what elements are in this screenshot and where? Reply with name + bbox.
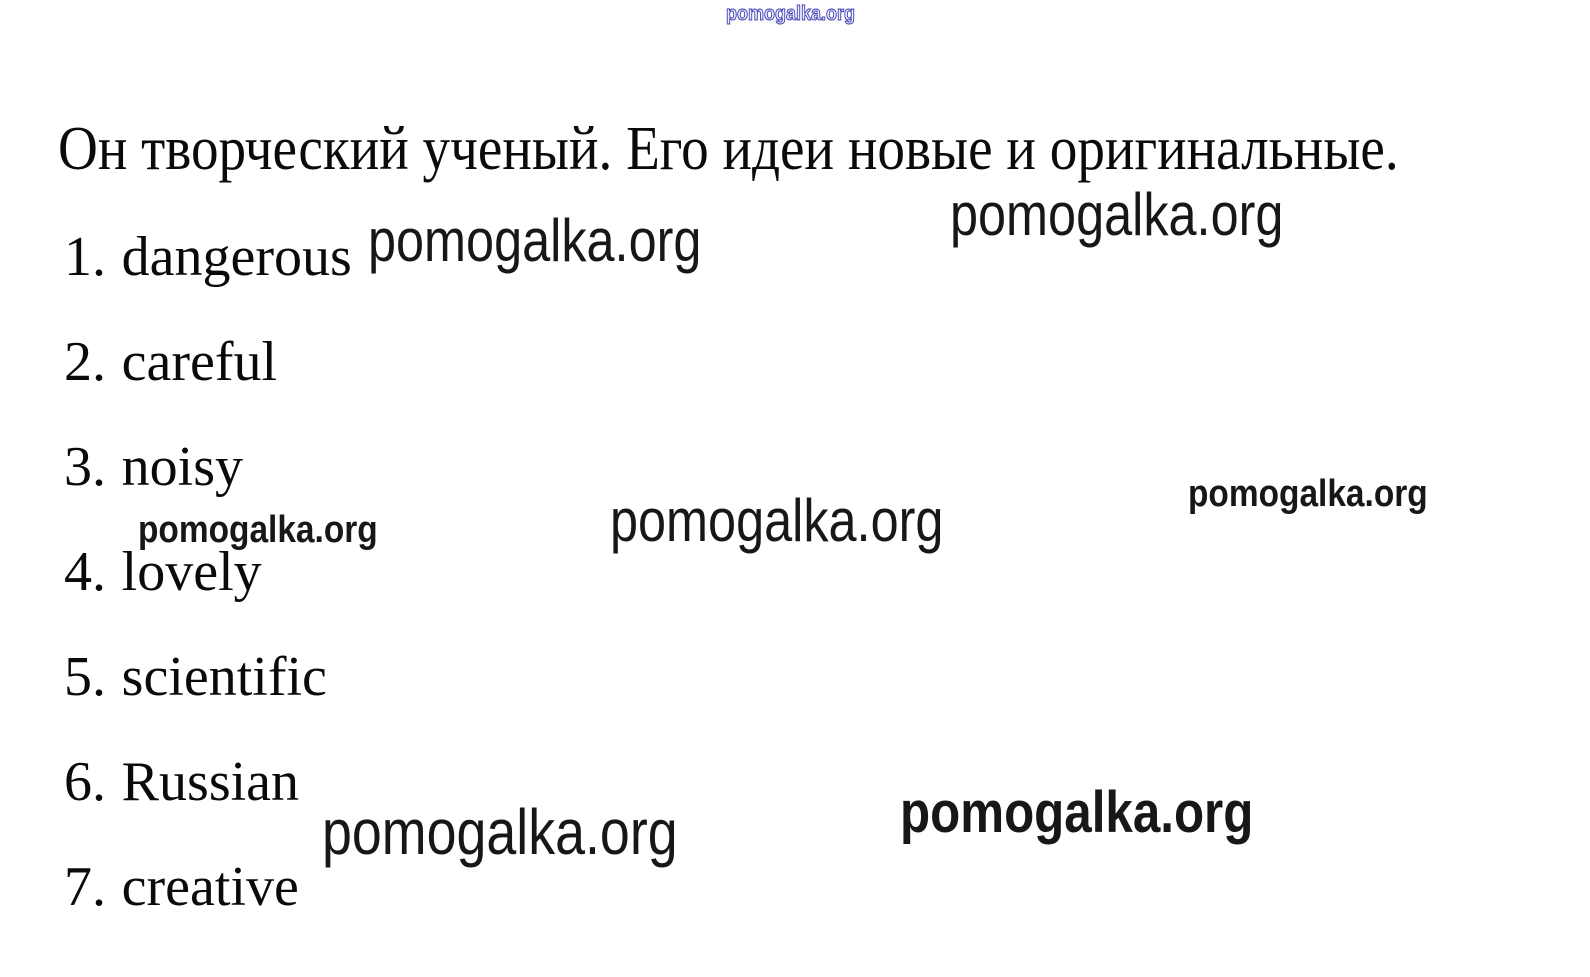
watermark-pomogalka-mid-small-left: pomogalka.org bbox=[138, 509, 378, 551]
list-item-scientific bbox=[64, 646, 327, 708]
list-item-careful bbox=[64, 331, 278, 393]
list-item-word: noisy bbox=[121, 436, 244, 498]
list-item-noisy bbox=[64, 436, 244, 498]
list-item-number: 4. bbox=[64, 541, 106, 603]
watermark-pomogalka-mid-small-right: pomogalka.org bbox=[1188, 473, 1428, 515]
list-item-dangerous bbox=[64, 226, 352, 288]
list-item-word: scientific bbox=[121, 646, 327, 708]
list-item-creative bbox=[64, 856, 299, 918]
watermark-pomogalka-bottom-right: pomogalka.org bbox=[900, 780, 1254, 845]
watermark-pomogalka-mid-center: pomogalka.org bbox=[610, 487, 944, 554]
list-item-russian bbox=[64, 751, 300, 813]
russian-sentence: Он творческий ученый. Его идеи новые и оригинальные. bbox=[58, 115, 1399, 183]
list-item-word: Russian bbox=[121, 751, 300, 813]
list-item-number: 6. bbox=[64, 751, 106, 813]
watermark-pomogalka-top-blue: pomogalka.org bbox=[726, 3, 856, 25]
list-item-number: 7. bbox=[64, 856, 106, 918]
watermark-pomogalka-bottom-left: pomogalka.org bbox=[322, 796, 678, 868]
list-item-word: creative bbox=[121, 856, 299, 918]
list-item-word: dangerous bbox=[121, 226, 352, 288]
list-item-lovely bbox=[64, 541, 262, 603]
list-item-word: lovely bbox=[121, 541, 262, 603]
watermark-pomogalka-top-left: pomogalka.org bbox=[368, 207, 702, 274]
watermark-pomogalka-top-right: pomogalka.org bbox=[950, 181, 1284, 248]
list-item-number: 2. bbox=[64, 331, 106, 393]
list-item-number: 3. bbox=[64, 436, 106, 498]
list-item-number: 5. bbox=[64, 646, 106, 708]
list-item-word: careful bbox=[121, 331, 278, 393]
list-item-number: 1. bbox=[64, 226, 106, 288]
